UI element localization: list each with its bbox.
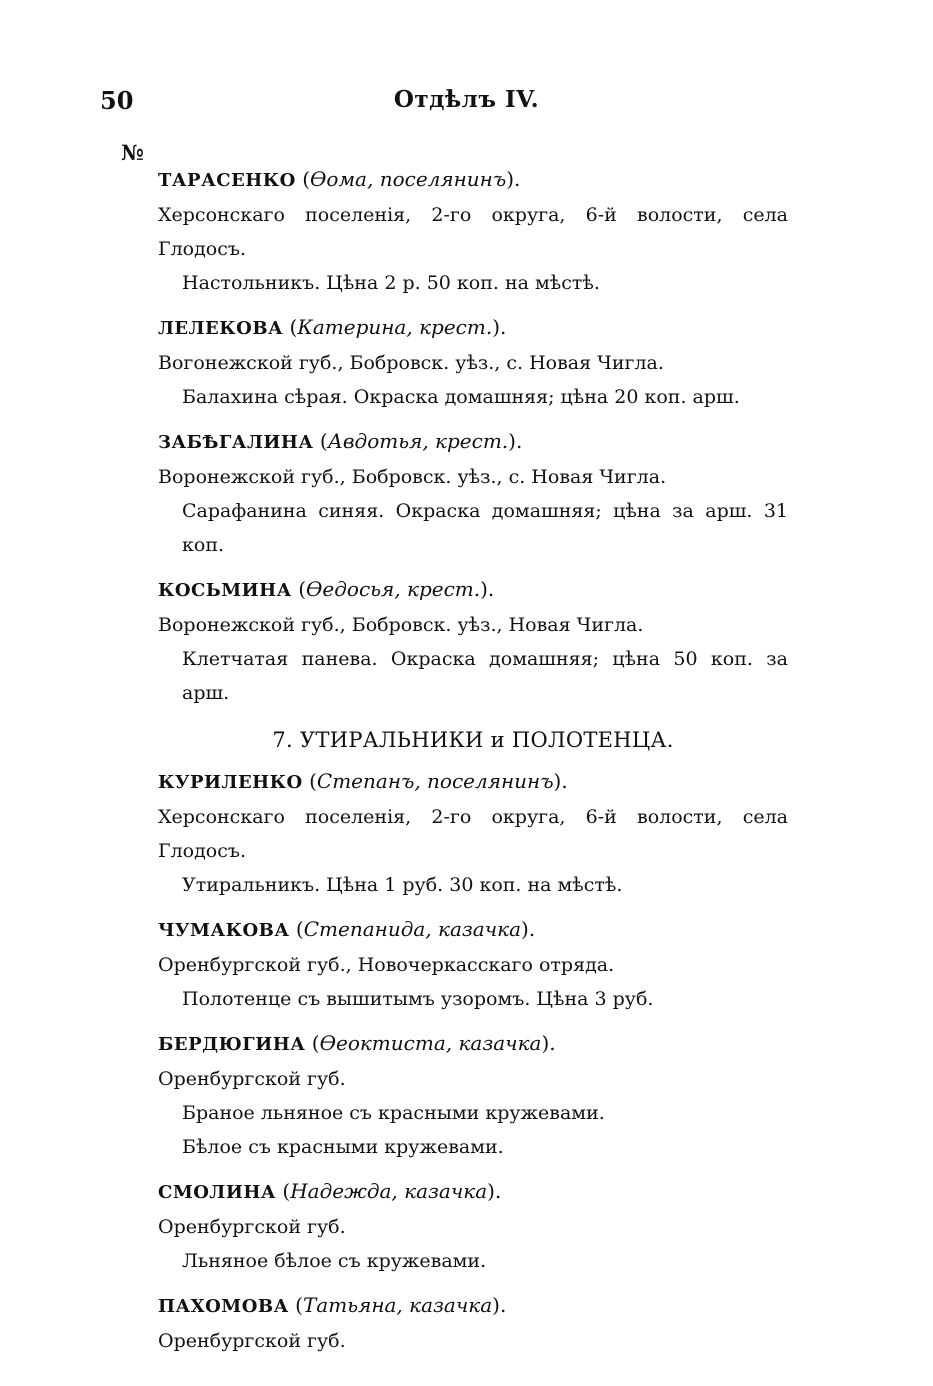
exhibitor-entry xyxy=(158,572,788,710)
exhibitor-given-name: Ѳома, поселянинъ xyxy=(310,167,507,191)
exhibitor-given-name: Катерина, крест. xyxy=(297,315,493,339)
exhibitor-place: Херсонскаго поселенія, 2-го округа, 6-й волости, села Глодосъ. xyxy=(158,204,788,260)
exhibitor-place: Оренбургской губ. xyxy=(158,1068,346,1090)
exhibitor-entry xyxy=(158,162,788,300)
exhibitor-given-name: Степанида, казачка xyxy=(303,917,522,941)
exhibitor-surname: ЗАБѢГАЛИНА xyxy=(158,432,314,453)
entry-heading: ЗАБѢГАЛИНА (Авдотья, крест.). xyxy=(158,429,523,453)
exhibitor-place: Херсонскаго поселенія, 2-го округа, 6-й волости, села Глодосъ. xyxy=(158,806,788,862)
exhibitor-entry xyxy=(158,424,788,562)
item-description: Льняное бѣлое съ кружевами. xyxy=(182,1250,487,1272)
exhibitor-place: Воронежской губ., Бобровск. уѣз., с. Новая Чигла. xyxy=(158,466,667,488)
entry-heading: ПАХОМОВА (Татьяна, казачка). xyxy=(158,1293,507,1317)
exhibitor-given-name: Ѳеоктиста, казачка xyxy=(319,1031,542,1055)
exhibitor-given-name: Надежда, казачка xyxy=(290,1179,488,1203)
item-description: Утиральникъ. Цѣна 1 руб. 30 коп. на мѣстѣ. xyxy=(182,874,623,896)
page-header xyxy=(0,86,933,122)
item-description: Браное льняное съ красными кружевами. xyxy=(182,1102,605,1124)
exhibitor-entry xyxy=(158,1288,788,1358)
exhibitor-surname: КУРИЛЕНКО xyxy=(158,772,303,793)
numero-mark: № xyxy=(121,140,144,165)
exhibitor-entry xyxy=(158,912,788,1016)
entry-heading: ЛЕЛЕКОВА (Катерина, крест.). xyxy=(158,315,507,339)
section-heading: 7. УТИРАЛЬНИКИ и ПОЛОТЕНЦА. xyxy=(272,728,674,752)
exhibitor-surname: СМОЛИНА xyxy=(158,1182,277,1203)
item-description: Полотенце съ вышитымъ узоромъ. Цѣна 3 руб. xyxy=(182,988,654,1010)
exhibitor-given-name: Ѳедосья, крест. xyxy=(306,577,481,601)
entry-heading: ТАРАСЕНКО (Ѳома, поселянинъ). xyxy=(158,167,521,191)
exhibitor-entry xyxy=(158,764,788,902)
page-content xyxy=(158,162,788,1368)
exhibitor-given-name: Авдотья, крест. xyxy=(327,429,509,453)
exhibitor-place: Оренбургской губ. xyxy=(158,1216,346,1238)
exhibitor-surname: КОСЬМИНА xyxy=(158,580,292,601)
item-description: Клетчатая панева. Окраска домашняя; цѣна 50 коп. за арш. xyxy=(182,648,788,704)
entry-heading: СМОЛИНА (Надежда, казачка). xyxy=(158,1179,502,1203)
exhibitor-entry xyxy=(158,310,788,414)
exhibitor-place: Воронежской губ., Бобровск. уѣз., Новая Чигла. xyxy=(158,614,644,636)
exhibitor-place: Вогонежской губ., Бобровск. уѣз., с. Новая Чигла. xyxy=(158,352,664,374)
page-number: 50 xyxy=(100,86,134,115)
exhibitor-place: Оренбургской губ., Новочеркасскаго отряда. xyxy=(158,954,615,976)
exhibitor-entry xyxy=(158,1174,788,1278)
item-description: Настольникъ. Цѣна 2 р. 50 коп. на мѣстѣ. xyxy=(182,272,600,294)
exhibitor-surname: ЛЕЛЕКОВА xyxy=(158,318,284,339)
exhibitor-entry xyxy=(158,1026,788,1164)
exhibitor-surname: ЧУМАКОВА xyxy=(158,920,290,941)
entry-heading: КУРИЛЕНКО (Степанъ, поселянинъ). xyxy=(158,769,568,793)
item-description: Балахина сѣрая. Окраска домашняя; цѣна 20 коп. арш. xyxy=(182,386,740,408)
exhibitor-surname: ТАРАСЕНКО xyxy=(158,170,296,191)
entry-heading: КОСЬМИНА (Ѳедосья, крест.). xyxy=(158,577,495,601)
exhibitor-surname: ПАХОМОВА xyxy=(158,1296,289,1317)
item-description: Сарафанина синяя. Окраска домашняя; цѣна за арш. 31 коп. xyxy=(182,500,788,556)
entry-heading: ЧУМАКОВА (Степанида, казачка). xyxy=(158,917,536,941)
exhibitor-place: Оренбургской губ. xyxy=(158,1330,346,1352)
exhibitor-given-name: Степанъ, поселянинъ xyxy=(316,769,554,793)
exhibitor-given-name: Татьяна, казачка xyxy=(302,1293,493,1317)
running-title: Отдѣлъ IV. xyxy=(393,86,540,113)
exhibitor-surname: БЕРДЮГИНА xyxy=(158,1034,306,1055)
entry-heading: БЕРДЮГИНА (Ѳеоктиста, казачка). xyxy=(158,1031,556,1055)
item-description: Бѣлое съ красными кружевами. xyxy=(182,1136,504,1158)
